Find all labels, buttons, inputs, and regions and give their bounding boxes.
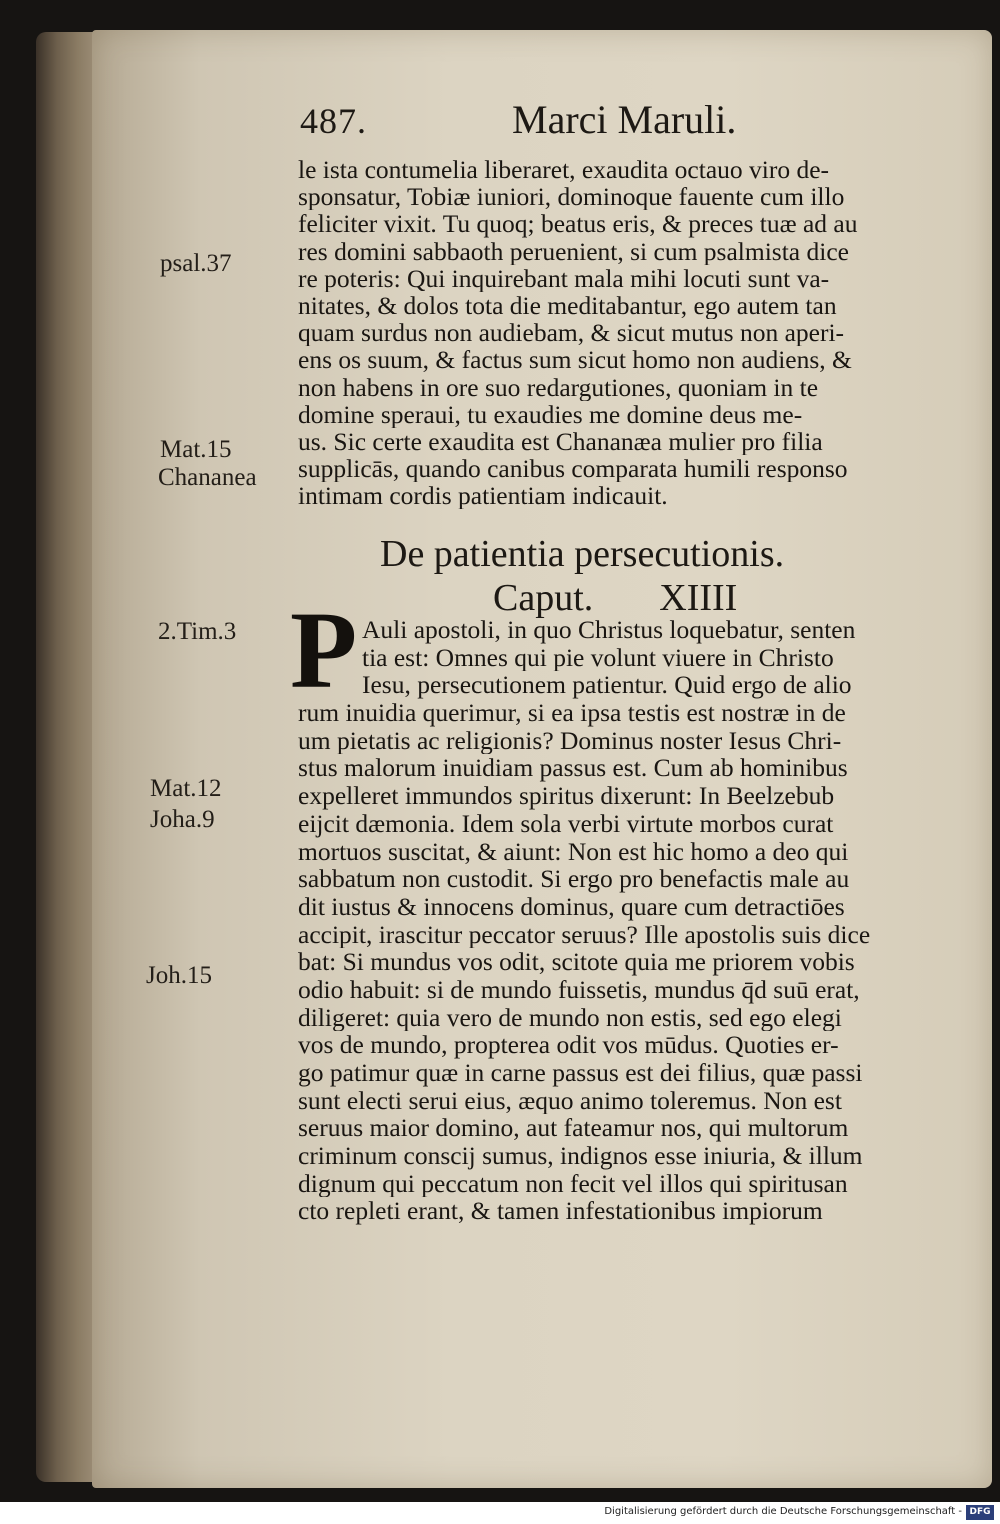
text-line: Iesu, persecutionem patientur. Quid ergo de alio bbox=[362, 671, 852, 700]
text-line: diligeret: quia vero de mundo non estis, sed ego elegi bbox=[298, 1003, 842, 1032]
margin-note-joh15: Joh.15 bbox=[146, 962, 212, 989]
chapter-heading bbox=[493, 576, 813, 620]
footer-credit: Digitalisierung gefördert durch die Deutsche Forschungsgemeinschaft - bbox=[604, 1506, 962, 1517]
text-line: rum inuidia querimur, si ea ipsa testis est nostræ in de bbox=[298, 699, 846, 727]
text-line: dignum qui peccatum non fecit vel illos qui spiritusan bbox=[298, 1169, 848, 1198]
page-number: 487. bbox=[300, 101, 367, 141]
text-line: domine speraui, tu exaudies me domine deus me- bbox=[298, 400, 803, 428]
text-line: Auli apostoli, in quo Christus loquebatur, senten bbox=[362, 616, 856, 644]
chapter-number: XIIII bbox=[659, 577, 738, 619]
text-line: supplicās, quando canibus comparata humili responso bbox=[298, 455, 848, 483]
text-line: non habens in ore suo redargutiones, quoniam in te bbox=[298, 373, 819, 401]
text-line: go patimur quæ in carne passus est dei filius, quæ passi bbox=[298, 1059, 863, 1087]
text-line: res domini sabbaoth peruenient, si cum psalmista dice bbox=[298, 237, 849, 265]
text-line: le ista contumelia liberaret, exaudita octauo viro de- bbox=[298, 156, 830, 184]
margin-note-psal: psal.37 bbox=[160, 250, 232, 277]
paragraph-2 bbox=[298, 616, 948, 1225]
paragraph-1 bbox=[298, 156, 948, 509]
chapter-label: Caput. bbox=[493, 577, 594, 619]
chapter-title: De patientia persecutionis. bbox=[380, 533, 785, 575]
text-line: sabbatum non custodit. Si ergo pro benefactis male au bbox=[298, 865, 850, 893]
text-line: sponsatur, Tobiæ iuniori, dominoque fauente cum illo bbox=[298, 183, 845, 211]
text-line: cto repleti erant, & tamen infestationibus impiorum bbox=[298, 1197, 823, 1226]
footer-bar bbox=[0, 1502, 1000, 1524]
text-line: feliciter vixit. Tu quoq; beatus eris, & preces tuæ ad au bbox=[298, 210, 858, 238]
text-line: seruus maior domino, aut fateamur nos, qui multorum bbox=[298, 1114, 849, 1143]
running-head: Marci Maruli. bbox=[512, 97, 737, 142]
text-line: vos de mundo, propterea odit vos mūdus. Quoties er- bbox=[298, 1031, 839, 1059]
text-line: expelleret immundos spiritus dixerunt: In Beelzebub bbox=[298, 782, 835, 810]
text-line: criminum conscij sumus, indignos esse iniuria, & illum bbox=[298, 1142, 863, 1170]
margin-note-chananea: Chananea bbox=[158, 464, 257, 491]
text-line: intimam cordis patientiam indicauit. bbox=[298, 482, 668, 510]
text-line: tia est: Omnes qui pie volunt viuere in Christo bbox=[362, 643, 834, 672]
dfg-logo: DFG bbox=[966, 1505, 994, 1520]
text-line: re poteris: Qui inquirebant mala mihi locuti sunt va- bbox=[298, 264, 830, 292]
drop-cap: P bbox=[290, 589, 358, 711]
text-line: sunt electi serui eius, æquo animo toleremus. Non est bbox=[298, 1086, 842, 1115]
page-header bbox=[300, 96, 820, 146]
margin-note-tim: 2.Tim.3 bbox=[158, 618, 237, 645]
text-line: accipit, irascitur peccator seruus? Ille apostolis suis dice bbox=[298, 920, 871, 949]
text-line: odio habuit: si de mundo fuissetis, mundus q̄d suū erat, bbox=[298, 975, 860, 1004]
text-line: ens os suum, & factus sum sicut homo non audiens, & bbox=[298, 346, 852, 374]
text-line: quam surdus non audiebam, & sicut mutus non aperi- bbox=[298, 319, 845, 347]
text-line: um pietatis ac religionis? Dominus noster Iesus Chri- bbox=[298, 726, 842, 755]
text-line: mortuos suscitat, & aiunt: Non est hic homo a deo qui bbox=[298, 837, 849, 866]
margin-note-joha9: Joha.9 bbox=[150, 806, 215, 833]
margin-note-mat12: Mat.12 bbox=[150, 775, 222, 802]
text-line: stus malorum inuidiam passus est. Cum ab hominibus bbox=[298, 754, 848, 783]
text-line: dit iustus & innocens dominus, quare cum detractiōes bbox=[298, 892, 845, 921]
text-line: bat: Si mundus vos odit, scitote quia me priorem vobis bbox=[298, 948, 855, 976]
text-line: nitates, & dolos tota die meditabantur, ego autem tan bbox=[298, 291, 837, 320]
text-line: us. Sic certe exaudita est Chananæa mulier pro filia bbox=[298, 427, 823, 456]
margin-note-mat15: Mat.15 bbox=[160, 436, 232, 463]
text-line: eijcit dæmonia. Idem sola verbi virtute morbos curat bbox=[298, 809, 834, 838]
